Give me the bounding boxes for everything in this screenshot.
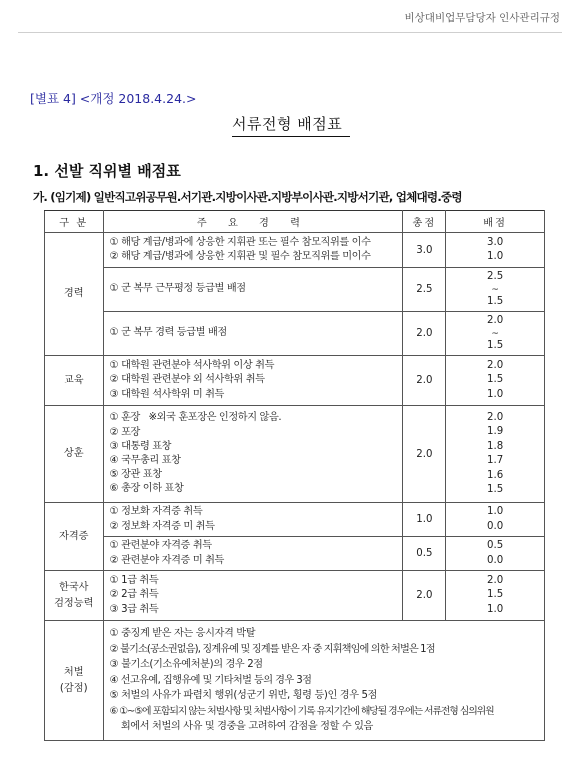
points-cell bbox=[446, 233, 545, 268]
total-cell: 2.0 bbox=[403, 312, 446, 356]
header-points: 배점 bbox=[446, 211, 545, 233]
point-value: 1.0 bbox=[487, 251, 504, 262]
point-value: 1.5 bbox=[487, 484, 504, 495]
content-line: ① 훈장 ※외국 훈포장은 인정하지 않음. bbox=[109, 412, 282, 424]
point-value: 0.5 bbox=[487, 540, 504, 551]
table-row bbox=[45, 233, 545, 268]
table-row bbox=[45, 312, 545, 356]
point-value: 2.5 bbox=[487, 271, 504, 282]
table-row bbox=[45, 406, 545, 503]
content-line: ① 해당 계급/병과에 상응한 지휘관 또는 필수 참모직위를 이수 bbox=[109, 236, 371, 248]
content-line: ② 정보화 자격증 미 취득 bbox=[109, 520, 215, 532]
content-cell bbox=[103, 233, 403, 268]
content-cell bbox=[103, 571, 403, 621]
content-line: ① 1급 취득 bbox=[109, 575, 159, 587]
point-value: 2.0 bbox=[487, 315, 504, 326]
content-line: ① 정보화 자격증 취득 bbox=[109, 506, 203, 518]
points-cell bbox=[446, 406, 545, 503]
table-row bbox=[45, 503, 545, 537]
category-cell bbox=[45, 571, 104, 621]
point-value: 2.0 bbox=[487, 359, 504, 371]
content-cell bbox=[103, 356, 403, 406]
point-value: 1.9 bbox=[487, 426, 504, 437]
document-header: 비상대비업무담당자 인사관리규정 bbox=[404, 12, 560, 24]
content-line: ④ 선고유예, 집행유예 및 기타처벌 등의 경우 3점 bbox=[109, 674, 312, 686]
content-line: ③ 3급 취득 bbox=[109, 603, 159, 615]
annex-label: [별표 4] <개정 2018.4.24.> bbox=[30, 91, 197, 106]
points-cell bbox=[446, 571, 545, 621]
content-line: ② 2급 취득 bbox=[109, 589, 159, 601]
content-line: 회에서 처벌의 사유 및 경중을 고려하여 감점을 정할 수 있음 bbox=[109, 721, 373, 733]
total-cell: 2.0 bbox=[403, 356, 446, 406]
point-value: 1.0 bbox=[487, 603, 504, 615]
content-line: ⑥ ①~⑤에 포함되지 않는 처벌사항 및 처벌사항이 기록 유지기간에 해당될 경우에는 서류전형 심의위원 bbox=[109, 705, 494, 717]
title-underline bbox=[232, 136, 350, 137]
table-row bbox=[45, 571, 545, 621]
points-cell bbox=[446, 537, 545, 571]
points-cell bbox=[446, 268, 545, 312]
total-cell: 1.0 bbox=[403, 503, 446, 537]
category-line: 처벌 bbox=[63, 666, 84, 678]
total-cell: 3.0 bbox=[403, 233, 446, 268]
table-row bbox=[45, 537, 545, 571]
total-cell: 2.5 bbox=[403, 268, 446, 312]
total-cell: 2.0 bbox=[403, 571, 446, 621]
score-table bbox=[44, 210, 545, 741]
table-row bbox=[45, 621, 545, 741]
point-value: 1.5 bbox=[487, 339, 504, 351]
point-value: 1.7 bbox=[487, 455, 504, 466]
category-line: 한국사 bbox=[58, 581, 89, 593]
points-cell bbox=[446, 356, 545, 406]
content-line: ① 중징계 받은 자는 응시자격 박탈 bbox=[109, 627, 256, 639]
content-line: ② 불기소(공소권없음), 징계유예 및 징계를 받은 자 중 지휘책임에 의한 처벌은 1점 bbox=[109, 643, 435, 655]
table-row bbox=[45, 356, 545, 406]
content-line: ② 관련분야 자격증 미 취득 bbox=[109, 554, 224, 566]
total-cell: 0.5 bbox=[403, 537, 446, 571]
content-cell bbox=[103, 537, 403, 571]
content-line: ⑤ 장관 표창 bbox=[109, 469, 162, 481]
content-line: ① 대학원 관련분야 석사학위 이상 취득 bbox=[109, 360, 275, 372]
points-cell bbox=[446, 503, 545, 537]
point-value: 3.0 bbox=[487, 236, 504, 248]
point-value: 1.5 bbox=[487, 374, 504, 386]
header-content: 주 요 경 력 bbox=[103, 211, 403, 233]
header-total: 총점 bbox=[403, 211, 446, 233]
point-value: 1.6 bbox=[487, 469, 504, 481]
point-value: 1.5 bbox=[487, 589, 504, 601]
page-title: 서류전형 배점표 bbox=[232, 115, 343, 133]
category-cell: 상훈 bbox=[45, 406, 104, 503]
point-range-sep: ~ bbox=[491, 328, 499, 339]
content-line: ② 해당 계급/병과에 상응한 지휘관 및 필수 참모직위를 미이수 bbox=[109, 251, 371, 262]
point-value: 2.0 bbox=[487, 574, 504, 586]
category-line: (감점) bbox=[59, 682, 88, 694]
category-cell: 자격증 bbox=[45, 503, 104, 571]
point-value: 0.0 bbox=[487, 520, 504, 532]
point-value: 2.0 bbox=[487, 411, 504, 423]
content-line: ① 관련분야 자격증 취득 bbox=[109, 540, 212, 552]
content-line: ② 포장 bbox=[109, 426, 140, 438]
point-value: 1.5 bbox=[487, 295, 504, 307]
content-line: ③ 불기소(기소유예처분)의 경우 2점 bbox=[109, 659, 263, 671]
content-line: ⑤ 처벌의 사유가 파렴치 행위(성군기 위반, 횡령 등)인 경우 5점 bbox=[109, 690, 377, 702]
points-cell bbox=[446, 312, 545, 356]
subsection-heading: 가. (임기제) 일반직고위공무원.서기관.지방이사관.지방부이사관.지방서기관, 업체대령.중령 bbox=[33, 190, 462, 204]
header-category: 구 분 bbox=[45, 211, 104, 233]
content-cell bbox=[103, 406, 403, 503]
point-value: 1.0 bbox=[487, 506, 504, 517]
content-line: ③ 대통령 표창 bbox=[109, 440, 172, 452]
content-line: ① 군 복무 근무평정 등급별 배점 bbox=[109, 283, 246, 295]
content-line: ③ 대학원 석사학위 미 취득 bbox=[109, 388, 224, 400]
content-cell bbox=[103, 503, 403, 537]
header-divider bbox=[18, 32, 562, 33]
content-cell bbox=[103, 621, 545, 741]
content-line: ⑥ 총장 이하 표창 bbox=[109, 483, 184, 495]
point-range-sep: ~ bbox=[491, 284, 499, 295]
point-value: 1.8 bbox=[487, 440, 504, 452]
category-cell: 경력 bbox=[45, 233, 104, 356]
content-cell bbox=[103, 312, 403, 356]
content-line: ① 군 복무 경력 등급별 배점 bbox=[109, 327, 227, 339]
content-cell bbox=[103, 268, 403, 312]
content-line: ② 대학원 관련분야 외 석사학위 취득 bbox=[109, 374, 265, 386]
category-cell bbox=[45, 621, 104, 741]
category-cell: 교육 bbox=[45, 356, 104, 406]
table-header-row bbox=[45, 211, 545, 233]
category-line: 검정능력 bbox=[54, 597, 94, 609]
table-row bbox=[45, 268, 545, 312]
section-heading: 1. 선발 직위별 배점표 bbox=[33, 162, 181, 180]
point-value: 0.0 bbox=[487, 554, 504, 566]
point-value: 1.0 bbox=[487, 388, 504, 400]
total-cell: 2.0 bbox=[403, 406, 446, 503]
content-line: ④ 국무총리 표창 bbox=[109, 455, 181, 466]
